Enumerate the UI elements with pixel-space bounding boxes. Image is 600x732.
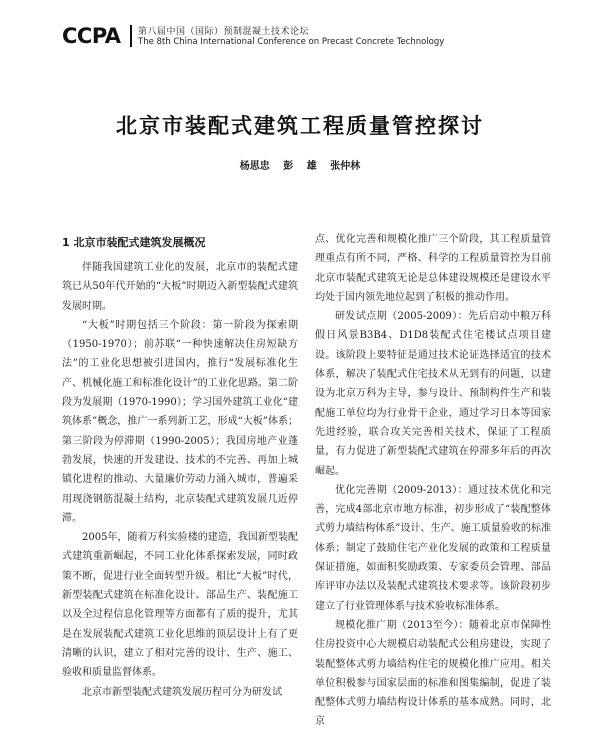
- article-title: 北京市装配式建筑工程质量管控探讨: [116, 114, 484, 138]
- paragraph: 研发试点期（2005-2009）：先后启动中粮万科假日风景B3B4、D1D8装配式住宅楼试点项目建设。该阶段上要特征是通过技术论证选择适宜的技术体系，解决了装配式住宅技术从无到有的问题，以建设为北京万科为主导，参与设计、预制构件生产和装配施工单位均为行业骨干企业，通过学习日本等国家先进经验，联合攻关完善相关技术，保证了工程质量，有力促进了新型装配式建筑在停滞多年后的再次崛起。: [315, 311, 551, 477]
- page-header: [62, 22, 582, 52]
- paragraph: 点、优化完善和规模化推广三个阶段，其工程质量管理重点有所不同，严格、科学的工程质量管控为目前北京市装配式建筑无论是总体建设规模还是建设水平均处于国内领先地位起到了积极的推动作用。: [315, 234, 551, 303]
- logo-divider: [130, 25, 132, 47]
- right-column: [315, 230, 551, 732]
- conference-title-cn: 第八届中国（国际）预制混凝土技术论坛: [138, 27, 310, 37]
- section-heading: 1 北京市装配式建筑发展概况: [62, 236, 206, 249]
- left-column: [62, 233, 298, 702]
- conference-title-en: The 8th China International Conference on Precast Concrete Technology: [138, 37, 445, 47]
- article-authors: 杨思忠 彭 雄 张仲林: [239, 161, 361, 172]
- paragraph: 优化完善期（2009-2013）：通过技术优化和完善，完成4部北京市地方标准，初步形成了“装配整体式剪力墙结构体系”设计、生产、施工质量验收的标准体系；制定了鼓励住宅产业化发展的政策和工程质量保证措施，如面积奖励政策、专家委员会管理、部品库评审办法以及装配式建筑技术要求等。该阶段初步建立了行业管理体系与技术验收标准体系。: [315, 484, 551, 612]
- ccpa-logo: CCPA: [62, 24, 121, 48]
- paragraph: 北京市新型装配式建筑发展历程可分为研发试: [82, 686, 282, 698]
- paragraph: 2005年，随着万科实验楼的建造，我国新型装配式建筑重新崛起，不同工业化体系探索发展，同时政策不断，促进行业全面转型升级。相比“大板”时代，新型装配式建筑在标准化设计、部品生产、装配施工以及全过程信息化管理等方面都有了质的提升，尤其是在发展装配式建筑工业化思维的顶层设计上有了更清晰的认识，建立了相对完善的设计、生产、施工、验收和质量监督体系。: [62, 532, 298, 679]
- paragraph: 规模化推广期（2013至今）：随着北京市保障性住房投资中心大规模启动装配式公租房建设，实现了装配整体式剪力墙结构住宅的规模化推广应用。相关单位积极参与国家层面的标准和图集编制，促进了装配整体式剪力墙结构设计体系的基本成熟。同时，北京: [315, 619, 551, 728]
- paragraph: 伴随我国建筑工业化的发展，北京市的装配式建筑已从50年代开始的“大板”时期迈入新型装配式建筑发展时期。: [62, 262, 298, 312]
- paragraph: “大板”时期包括三个阶段：第一阶段为探索期（1950-1970）；前苏联“一种快速解决住房短缺方法”的工业化思想被引进国内，推行“发展标准化生产、机械化施工和标准化设计”的工业化思路。第二阶段为发展期（1970-1990）；学习国外建筑工业化“建筑体系”概念，推广一系列新工艺，形成“大板”体系；第三阶段为停滞期（1990-2005）；我国房地产业蓬勃发展，快速的开发建设、技术的不完善、再加上城镇化进程的推动、大量廉价劳动力涌入城市，普遍采用现浇钢筋混凝土结构，北京装配式建筑发展几近停滞。: [62, 319, 298, 524]
